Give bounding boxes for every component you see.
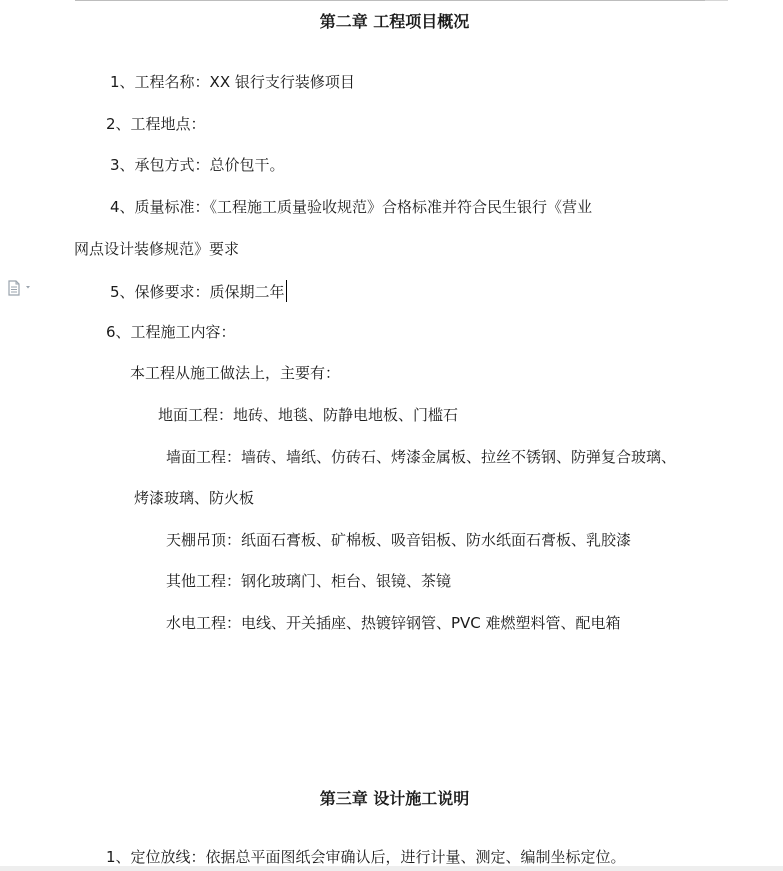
scope-wall-cont: 烤漆玻璃、防火板 — [134, 489, 255, 507]
item-positioning: 1、定位放线：依据总平面图纸会审确认后，进行计量、测定、编制坐标定位。 — [106, 848, 626, 866]
scope-ceiling: 天棚吊顶：纸面石膏板、矿棉板、吸音铝板、防水纸面石膏板、乳胶漆 — [166, 531, 632, 549]
scope-wall: 墙面工程：墙砖、墙纸、仿砖石、烤漆金属板、拉丝不锈钢、防弹复合玻璃、 — [166, 448, 677, 466]
item-construction-content: 6、工程施工内容： — [106, 323, 236, 341]
item-warranty[interactable] — [110, 280, 287, 300]
paragraph-doc-icon[interactable] — [7, 280, 35, 296]
page-top-border-right — [705, 0, 728, 1]
page-top-border — [75, 0, 705, 1]
item-warranty-text: 5、保修要求：质保期二年 — [110, 283, 285, 301]
text-cursor — [286, 280, 287, 302]
scope-floor: 地面工程：地砖、地毯、防静电地板、门槛石 — [158, 406, 459, 424]
item-quality-standard: 4、质量标准：《工程施工质量验收规范》合格标准并符合民生银行《营业 — [110, 198, 593, 216]
item-quality-standard-cont: 网点设计装修规范》要求 — [74, 240, 240, 258]
item-project-name: 1、工程名称：XX 银行支行装修项目 — [110, 73, 355, 91]
page-bottom-edge — [0, 866, 783, 871]
scope-mep: 水电工程：电线、开关插座、热镀锌钢管、PVC 难燃塑料管、配电箱 — [166, 614, 621, 632]
item-contract-method: 3、承包方式：总价包干。 — [110, 156, 285, 174]
construction-intro: 本工程从施工做法上，主要有： — [130, 364, 341, 382]
item-project-location: 2、工程地点： — [106, 115, 206, 133]
chapter-3-title: 第三章 设计施工说明 — [319, 789, 470, 808]
scope-other: 其他工程：钢化玻璃门、柜台、银镜、茶镜 — [166, 572, 452, 590]
chapter-2-title: 第二章 工程项目概况 — [319, 12, 470, 31]
